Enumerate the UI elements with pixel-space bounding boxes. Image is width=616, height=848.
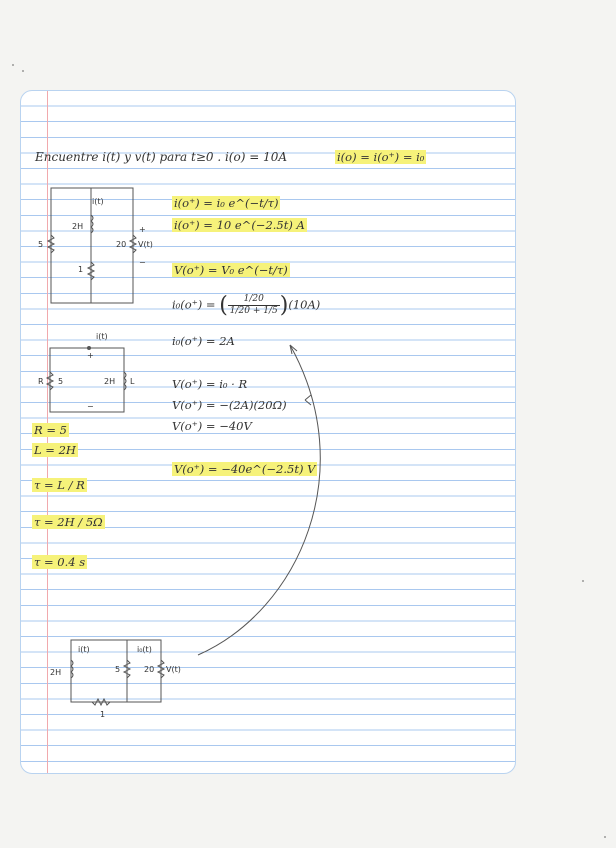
equation-7: V(o⁺) = i₀ · R — [172, 377, 248, 391]
circuit3-current-label: i(t) — [78, 645, 90, 654]
fraction: $\frac{1/20}{1/20 + 1/5}$ — [229, 294, 278, 316]
circuit3-resistor2-label: 20 — [144, 665, 155, 674]
circuit3-io-label: i₀(t) — [137, 645, 152, 654]
circuit2-r-value: 5 — [58, 377, 64, 386]
speck — [22, 70, 24, 72]
circuit2-l-label: L — [130, 377, 135, 386]
circuit2-current-label: i(t) — [96, 332, 108, 341]
circuit1-voltage-label: V(t) — [138, 240, 153, 249]
circuit3-resistor-label: 5 — [115, 665, 121, 674]
equation-4: i₀(o⁺) = ( $\frac{1/20}{1/20 + 1/5}$ )(10A) — [172, 293, 321, 318]
equation-3: V(o⁺) = V₀ e^(−t/τ) — [174, 263, 288, 277]
connector-mark — [305, 395, 311, 405]
header-equation-text: i(o) = i(o⁺) = i₀ — [337, 150, 425, 164]
left-work-5: τ = 0.4 s — [34, 555, 86, 569]
speck — [12, 64, 14, 66]
circuit1-current-label: i(t) — [92, 197, 104, 206]
left-work-3: τ = L / R — [34, 478, 85, 492]
speck — [582, 580, 584, 582]
circuit1-resistor-label: 20 — [116, 240, 127, 249]
equation-2: i(o⁺) = 10 e^(−2.5t) A — [174, 218, 305, 232]
circuit3-source-label: 1 — [100, 710, 106, 719]
equation-6: i₀(o⁺) = 2A — [172, 334, 235, 348]
circuit2-r-label: R — [38, 377, 44, 386]
circuit2-inductor-value: 2H — [104, 377, 116, 386]
circuit1-resistor2-label: 1 — [78, 265, 84, 274]
circuit1-inductor-label: 2H — [72, 222, 84, 231]
equation-9: V(o⁺) = −40V — [172, 419, 252, 433]
speck — [604, 836, 606, 838]
circuit1-source-label: 5 — [38, 240, 44, 249]
circuit2-minus: − — [87, 402, 94, 411]
equation-10: V(o⁺) = −40e^(−2.5t) V — [174, 462, 316, 476]
equation-1: i(o⁺) = i₀ e^(−t/τ) — [174, 196, 279, 210]
circuit2-plus: + — [87, 351, 94, 360]
circuit3-voltage-label: V(t) — [166, 665, 181, 674]
left-work-4: τ = 2H / 5Ω — [34, 515, 103, 529]
problem-text: Encuentre i(t) y v(t) para t≥0 . i(o) = 10A — [35, 150, 287, 164]
connector-arrow — [198, 345, 320, 655]
equation-8: V(o⁺) = −(2A)(20Ω) — [172, 398, 287, 412]
connector-arrowhead — [290, 345, 297, 354]
left-work-1: R = 5 — [34, 423, 67, 437]
circuit1-plus: + — [139, 225, 146, 234]
left-work-2: L = 2H — [34, 443, 76, 457]
circuit1-minus: − — [139, 258, 146, 267]
circuit3-inductor-label: 2H — [50, 668, 62, 677]
